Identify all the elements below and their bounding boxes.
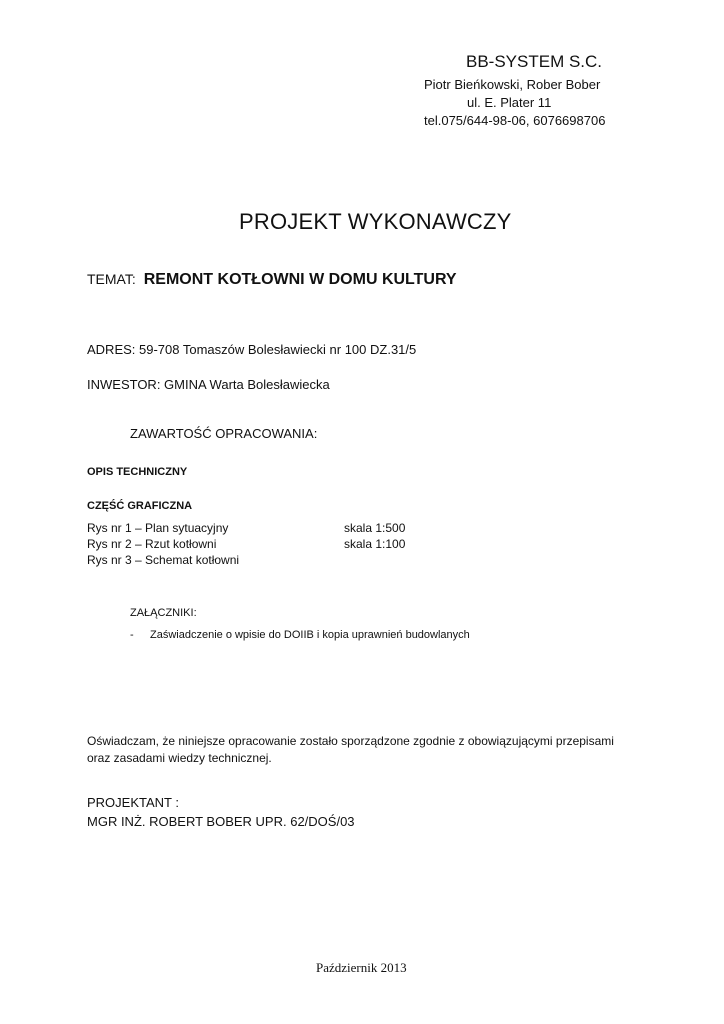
list-item <box>87 552 405 568</box>
document-title: PROJEKT WYKONAWCZY <box>239 209 512 234</box>
attachment-item <box>130 629 470 641</box>
bullet-dash: - <box>130 629 134 641</box>
footer-date: Październik 2013 <box>316 960 407 975</box>
statement <box>87 733 614 767</box>
topic-line <box>87 271 457 289</box>
statement-line: oraz zasadami wiedzy technicznej. <box>87 751 272 765</box>
company-phone: tel.075/644-98-06, 6076698706 <box>424 113 606 128</box>
company-address: ul. E. Plater 11 <box>467 95 552 110</box>
contents-heading: ZAWARTOŚĆ OPRACOWANIA: <box>130 426 318 441</box>
graphic-part-heading: CZĘŚĆ GRAFICZNA <box>87 500 193 512</box>
drawing-name: Rys nr 2 – Rzut kotłowni <box>87 537 217 551</box>
drawing-name: Rys nr 1 – Plan sytuacyjny <box>87 521 229 535</box>
drawing-name: Rys nr 3 – Schemat kotłowni <box>87 553 240 567</box>
attachment-text: Zaświadczenie o wpisie do DOIIB i kopia uprawnień budowlanych <box>150 629 470 641</box>
investor-line: INWESTOR: GMINA Warta Bolesławiecka <box>87 377 330 392</box>
statement-line: Oświadczam, że niniejsze opracowanie zostało sporządzone zgodnie z obowiązującymi przepisami <box>87 734 614 748</box>
company-name: BB-SYSTEM S.C. <box>466 52 603 71</box>
company-owners: Piotr Bieńkowski, Rober Bober <box>424 77 601 92</box>
list-item <box>87 520 405 536</box>
drawing-scale: skala 1:100 <box>344 537 406 551</box>
technical-description-heading: OPIS TECHNICZNY <box>87 466 188 478</box>
designer-label: PROJEKTANT : <box>87 795 179 810</box>
topic-label: TEMAT: <box>87 271 136 287</box>
attachments-heading: ZAŁĄCZNIKI: <box>130 607 197 619</box>
address-line: ADRES: 59-708 Tomaszów Bolesławiecki nr 100 DZ.31/5 <box>87 342 417 357</box>
topic-value: REMONT KOTŁOWNI W DOMU KULTURY <box>143 271 457 288</box>
designer-name: MGR INŻ. ROBERT BOBER UPR. 62/DOŚ/03 <box>87 814 355 829</box>
drawing-list <box>87 520 405 568</box>
drawing-scale: skala 1:500 <box>344 521 406 535</box>
list-item <box>87 536 405 552</box>
